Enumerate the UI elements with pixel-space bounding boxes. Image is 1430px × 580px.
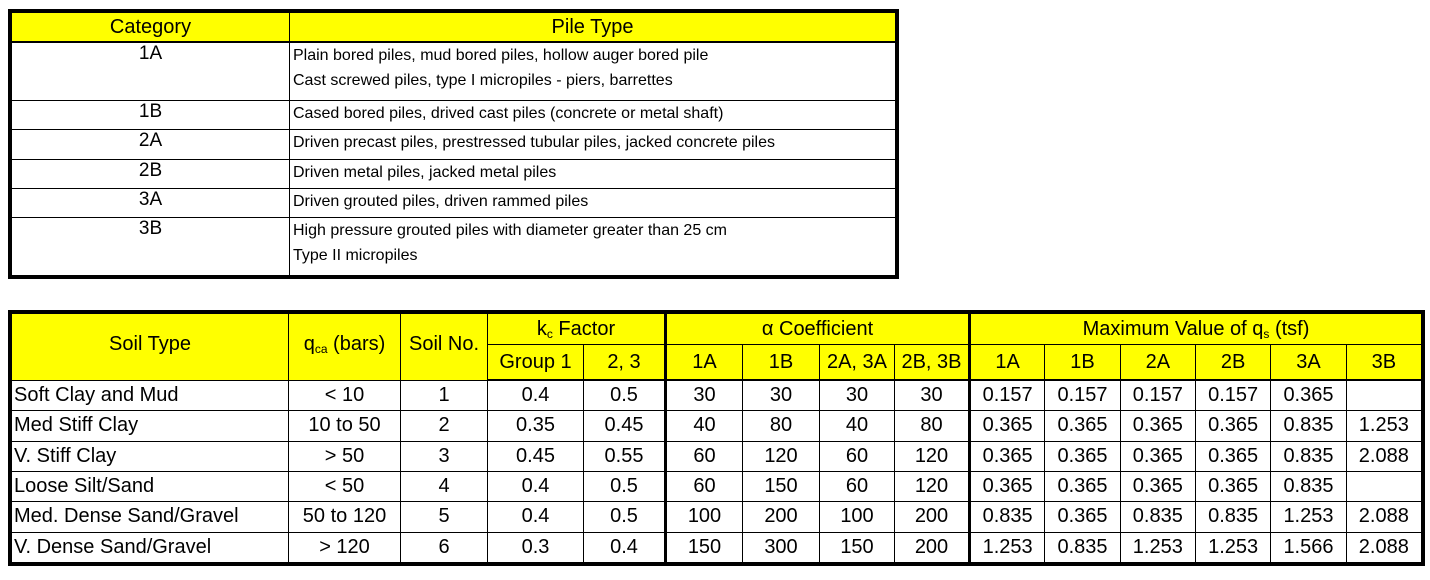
qs-group-header: 3A [1271,345,1346,381]
soil-type-cell: V. Dense Sand/Gravel [12,532,289,562]
alpha-cell: 40 [666,411,743,441]
alpha-cell: 30 [666,380,743,411]
pile-category-body [12,42,896,276]
max-qs-header: Maximum Value of $q_s$ (tsf) [970,314,1422,345]
table-row [12,471,1422,501]
alpha-cell: 100 [820,502,895,532]
alpha-cell: 120 [743,441,820,471]
alpha-cell: 150 [820,532,895,562]
qs-cell: 0.365 [1120,471,1195,501]
qs-cell: 0.835 [1120,502,1195,532]
pile-type-cell [290,159,896,188]
qs-cell: 1.566 [1271,532,1346,562]
qs-group-header: 2B [1195,345,1270,381]
qs-cell: 1.253 [1346,411,1421,441]
category-cell: 3A [12,188,290,217]
qs-cell: 1.253 [1120,532,1195,562]
soil-type-cell: Loose Silt/Sand [12,471,289,501]
kc-cell: 0.5 [584,502,666,532]
category-cell: 3B [12,218,290,276]
qs-cell: 1.253 [970,532,1045,562]
table-row [12,380,1422,411]
pile-type-line: Driven precast piles, prestressed tubular piles, jacked concrete piles [293,134,776,152]
qca-cell: > 120 [289,532,401,562]
kc-group-header: 2, 3 [584,345,666,381]
qs-cell: 2.088 [1346,441,1421,471]
alpha-group-header: 1B [743,345,820,381]
table-row [12,502,1422,532]
alpha-cell: 150 [666,532,743,562]
table-row [12,188,896,217]
alpha-cell: 80 [743,411,820,441]
qs-cell: 0.365 [1195,471,1270,501]
alpha-cell: 60 [820,471,895,501]
alpha-cell: 60 [666,441,743,471]
pile-type-line: Type II micropiles [293,247,418,265]
kc-cell: 0.4 [584,532,666,562]
qca-cell: > 50 [289,441,401,471]
alpha-cell: 120 [895,441,970,471]
category-header: Category [12,13,290,43]
pile-type-line: Driven grouted piles, driven rammed piles [293,192,589,210]
soil-type-header: Soil Type [12,314,289,381]
alpha-cell: 100 [666,502,743,532]
alpha-cell: 30 [895,380,970,411]
alpha-cell: 30 [820,380,895,411]
alpha-group-header: 2B, 3B [895,345,970,381]
alpha-cell: 30 [743,380,820,411]
qs-cell: 0.365 [1195,441,1270,471]
soil-no-cell: 4 [401,471,488,501]
alpha-cell: 80 [895,411,970,441]
qs-cell: 0.157 [970,380,1045,411]
pile-type-line: Driven metal piles, jacked metal piles [293,163,557,181]
qs-cell: 0.365 [970,411,1045,441]
alpha-coefficient-header: α Coefficient [666,314,970,345]
qs-cell: 0.365 [1045,471,1120,501]
table-row [12,42,896,100]
kc-cell: 0.55 [584,441,666,471]
alpha-cell: 150 [743,471,820,501]
qs-cell: 0.365 [1120,411,1195,441]
qs-group-header: 1B [1045,345,1120,381]
qs-cell: 0.365 [1045,411,1120,441]
qs-cell: 0.835 [970,502,1045,532]
qca-cell: < 50 [289,471,401,501]
qs-cell: 0.157 [1045,380,1120,411]
alpha-group-header: 2A, 3A [820,345,895,381]
kc-group-header: Group 1 [488,345,584,381]
alpha-cell: 60 [666,471,743,501]
table-row [12,218,896,276]
alpha-cell: 300 [743,532,820,562]
table-row [12,532,1422,562]
pile-type-line: Cased bored piles, drived cast piles (concrete or metal shaft) [293,104,724,122]
qs-cell: 2.088 [1346,532,1421,562]
qs-cell: 1.253 [1195,532,1270,562]
pile-type-cell [290,42,896,100]
category-cell: 2B [12,159,290,188]
alpha-cell: 40 [820,411,895,441]
pile-type-line: Plain bored piles, mud bored piles, hollow auger bored pile [293,47,709,64]
qca-cell: 10 to 50 [289,411,401,441]
kc-cell: 0.35 [488,411,584,441]
qs-cell: 0.365 [1045,441,1120,471]
qs-cell: 0.157 [1195,380,1270,411]
qs-cell: 0.365 [970,441,1045,471]
category-cell: 1A [12,42,290,100]
kc-cell: 0.5 [584,380,666,411]
kc-cell: 0.45 [584,411,666,441]
soil-no-cell: 3 [401,441,488,471]
alpha-group-header: 1A [666,345,743,381]
kc-cell: 0.4 [488,380,584,411]
qs-cell: 0.365 [1271,380,1346,411]
alpha-cell: 200 [743,502,820,532]
category-cell: 2A [12,130,290,159]
pile-type-line: High pressure grouted piles with diameter greater than 25 cm [293,222,727,240]
kc-factor-header: $k_c$ Factor [488,314,666,345]
qs-cell: 2.088 [1346,502,1421,532]
qca-cell: 50 to 120 [289,502,401,532]
qca-cell: < 10 [289,380,401,411]
qs-group-header: 1A [970,345,1045,381]
soil-no-cell: 2 [401,411,488,441]
qs-cell [1346,471,1421,501]
qs-cell: 0.835 [1195,502,1270,532]
qca-header: $q_{ca}$ (bars) [289,314,401,381]
soil-type-cell: Med Stiff Clay [12,411,289,441]
category-cell: 1B [12,100,290,129]
soil-no-cell: 5 [401,502,488,532]
qs-cell: 0.365 [970,471,1045,501]
qs-cell: 0.835 [1271,441,1346,471]
soil-coefficient-body [12,380,1422,563]
kc-cell: 0.4 [488,502,584,532]
table-row [12,130,896,159]
qs-group-header: 2A [1120,345,1195,381]
table-row [12,100,896,129]
pile-type-cell [290,218,896,276]
pile-type-header: Pile Type [290,13,896,43]
soil-no-header: Soil No. [401,314,488,381]
soil-coefficient-table [8,310,1425,566]
soil-type-cell: Med. Dense Sand/Gravel [12,502,289,532]
pile-type-cell [290,188,896,217]
pile-type-cell [290,100,896,129]
kc-cell: 0.3 [488,532,584,562]
qs-cell: 1.253 [1271,502,1346,532]
table-row [12,159,896,188]
soil-no-cell: 1 [401,380,488,411]
table-row [12,441,1422,471]
pile-type-line: Cast screwed piles, type I micropiles - piers, barrettes [293,72,673,89]
table-row [12,411,1422,441]
qs-cell: 0.835 [1271,471,1346,501]
qs-cell: 0.157 [1120,380,1195,411]
soil-no-cell: 6 [401,532,488,562]
qs-cell [1346,380,1421,411]
qs-cell: 0.835 [1045,532,1120,562]
alpha-cell: 200 [895,502,970,532]
kc-cell: 0.5 [584,471,666,501]
alpha-cell: 60 [820,441,895,471]
qs-cell: 0.835 [1271,411,1346,441]
soil-type-cell: Soft Clay and Mud [12,380,289,411]
qs-cell: 0.365 [1045,502,1120,532]
soil-type-cell: V. Stiff Clay [12,441,289,471]
qs-group-header: 3B [1346,345,1421,381]
alpha-cell: 200 [895,532,970,562]
alpha-cell: 120 [895,471,970,501]
kc-cell: 0.4 [488,471,584,501]
pile-type-cell [290,130,896,159]
pile-category-table [8,9,899,279]
qs-cell: 0.365 [1120,441,1195,471]
kc-cell: 0.45 [488,441,584,471]
qs-cell: 0.365 [1195,411,1270,441]
